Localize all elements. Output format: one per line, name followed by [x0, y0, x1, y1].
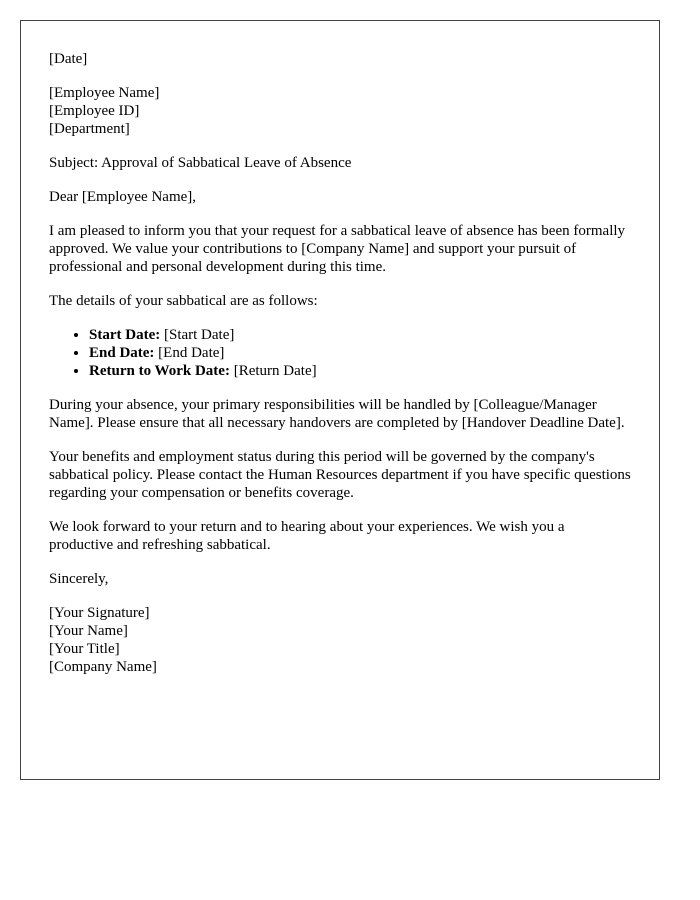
detail-return-date [89, 362, 631, 380]
paragraph-benefits: Your benefits and employment status during this period will be governed by the company's sabbatical policy. Please contact the Human Resources department if you have specific questions regarding your compensation or benefits coverage. [49, 449, 631, 501]
recipient-id: [Employee ID] [49, 103, 140, 119]
letter-subject: Subject: Approval of Sabbatical Leave of Absence [49, 155, 352, 171]
letter-signoff: Sincerely, [49, 571, 109, 587]
paragraph-responsibilities: During your absence, your primary responsibilities will be handled by [Colleague/Manager Name]. Please ensure that all necessary handovers are completed by [Handover Deadline Date]. [49, 397, 625, 431]
detail-value: [Start Date] [160, 327, 235, 343]
letter-date: [Date] [49, 51, 88, 67]
paragraph-closing: We look forward to your return and to hearing about your experiences. We wish you a productive and refreshing sabbatical. [49, 519, 565, 553]
signer-name: [Your Name] [49, 623, 128, 639]
detail-label: End Date: [89, 345, 155, 361]
paragraph-details-intro: The details of your sabbatical are as follows: [49, 293, 318, 309]
signature-line: [Your Signature] [49, 605, 150, 621]
detail-label: Return to Work Date: [89, 363, 230, 379]
recipient-name: [Employee Name] [49, 85, 160, 101]
detail-value: [End Date] [154, 345, 225, 361]
recipient-block [49, 84, 631, 138]
paragraph-intro: I am pleased to inform you that your request for a sabbatical leave of absence has been formally approved. We value your contributions to [Company Name] and support your pursuit of professional and personal development during this time. [49, 223, 626, 275]
signer-company: [Company Name] [49, 659, 157, 675]
detail-label: Start Date: [89, 327, 161, 343]
recipient-department: [Department] [49, 121, 130, 137]
letter-page [20, 20, 660, 780]
detail-start-date [89, 326, 631, 344]
signature-block [49, 604, 631, 676]
signer-title: [Your Title] [49, 641, 120, 657]
detail-end-date [89, 344, 631, 362]
details-list [49, 326, 631, 380]
letter-salutation: Dear [Employee Name], [49, 189, 197, 205]
detail-value: [Return Date] [229, 363, 317, 379]
